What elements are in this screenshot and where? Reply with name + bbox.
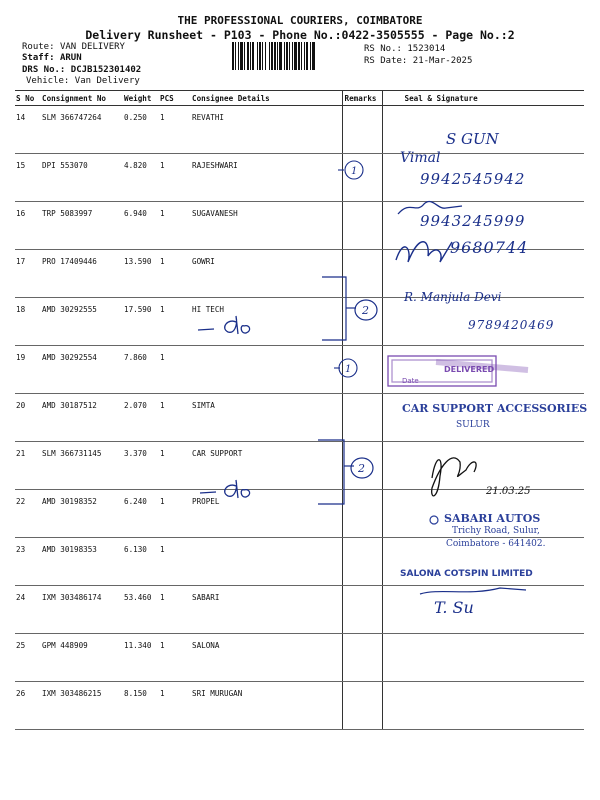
cell-remarks xyxy=(342,538,382,586)
cell-pcs: 1 xyxy=(158,682,190,730)
barcode-bar xyxy=(306,42,308,70)
drs-line xyxy=(22,65,141,76)
cell-remarks xyxy=(342,490,382,538)
cell-remarks xyxy=(342,298,382,346)
cell-remarks xyxy=(342,634,382,682)
staff-value: ARUN xyxy=(59,53,82,63)
table-row xyxy=(15,394,584,442)
cell-sno: 25 xyxy=(15,634,40,682)
cell-weight: 6.240 xyxy=(122,490,158,538)
col-header-remarks: Remarks xyxy=(342,91,382,106)
cell-pcs: 1 xyxy=(158,442,190,490)
staff-line xyxy=(22,53,82,64)
cell-remarks xyxy=(342,394,382,442)
sig-16-phone: 9943245999 xyxy=(420,212,526,230)
cell-sno: 26 xyxy=(15,682,40,730)
cell-remarks xyxy=(342,346,382,394)
cell-consignment-no: AMD 30292554 xyxy=(40,346,122,394)
cell-consignee: SRI MURUGAN xyxy=(190,682,342,730)
cell-weight: 53.460 xyxy=(122,586,158,634)
cell-weight: 8.150 xyxy=(122,682,158,730)
cell-consignment-no: AMD 30292555 xyxy=(40,298,122,346)
barcode-bar xyxy=(284,42,285,70)
remark-num-20: 1 xyxy=(345,364,352,375)
barcode-bar xyxy=(271,42,273,70)
barcode-bar xyxy=(312,42,315,70)
cell-sno: 21 xyxy=(15,442,40,490)
cell-consignment-no: SLM 366731145 xyxy=(40,442,122,490)
col-header-seal: Seal & Signature xyxy=(382,91,584,106)
barcode-bar xyxy=(238,42,239,70)
sig-17-phone: 9680744 xyxy=(450,238,529,257)
cell-consignee: PROPEL xyxy=(190,490,342,538)
table-row xyxy=(15,442,584,490)
cell-remarks xyxy=(342,682,382,730)
vehicle-value: Van Delivery xyxy=(74,76,140,86)
cell-consignment-no: AMD 30198352 xyxy=(40,490,122,538)
cell-seal-signature xyxy=(382,394,584,442)
simta-stamp-date: Date xyxy=(402,377,419,385)
cell-consignment-no: TRP 5083997 xyxy=(40,202,122,250)
barcode-bar xyxy=(294,42,297,70)
cell-consignment-no: GPM 448909 xyxy=(40,634,122,682)
rs-date-value: 21-Mar-2025 xyxy=(412,56,473,66)
cell-pcs: 1 xyxy=(158,490,190,538)
rs-date-label: RS Date: xyxy=(364,56,408,66)
cell-consignment-no: SLM 366747264 xyxy=(40,106,122,154)
cell-consignee: CAR SUPPORT xyxy=(190,442,342,490)
cell-pcs: 1 xyxy=(158,250,190,298)
barcode-bar xyxy=(259,42,261,70)
cell-sno: 20 xyxy=(15,394,40,442)
cell-consignment-no: AMD 30187512 xyxy=(40,394,122,442)
barcode-bar xyxy=(269,42,270,70)
cell-weight: 0.250 xyxy=(122,106,158,154)
cell-consignment-no: AMD 30198353 xyxy=(40,538,122,586)
cell-consignee: SALONA xyxy=(190,634,342,682)
cell-sno: 14 xyxy=(15,106,40,154)
cell-pcs: 1 xyxy=(158,538,190,586)
col-header-consignee: Consignee Details xyxy=(190,91,342,106)
sig-18-name: R. Manjula Devi xyxy=(404,290,502,304)
cell-pcs: 1 xyxy=(158,154,190,202)
rs-no-line xyxy=(364,44,445,55)
company-name: THE PROFESSIONAL COURIERS, COIMBATORE xyxy=(177,14,423,27)
cell-sno: 18 xyxy=(15,298,40,346)
cell-pcs: 1 xyxy=(158,394,190,442)
drs-value: DCJB152301402 xyxy=(70,65,142,75)
vehicle-line xyxy=(26,76,140,87)
sig-19-phone: 9789420469 xyxy=(468,318,555,332)
cell-weight: 17.590 xyxy=(122,298,158,346)
barcode-bar xyxy=(304,42,305,70)
table-header-row xyxy=(15,91,584,106)
sig-26: T. Su xyxy=(434,598,474,617)
sig-23-date: 21.03.25 xyxy=(486,486,531,497)
route-label: Route: xyxy=(22,42,55,52)
cell-pcs: 1 xyxy=(158,298,190,346)
barcode-bar xyxy=(250,42,251,70)
car-support-stamp-line1: CAR SUPPORT ACCESSORIES xyxy=(402,402,588,415)
cell-consignment-no: DPI 553070 xyxy=(40,154,122,202)
cell-consignee xyxy=(190,346,342,394)
cell-sno: 19 xyxy=(15,346,40,394)
salona-stamp-line1: SALONA COTSPIN LIMITED xyxy=(400,569,533,579)
cell-sno: 16 xyxy=(15,202,40,250)
barcode xyxy=(232,42,355,70)
col-header-sno: S No xyxy=(15,91,40,106)
sabari-stamp-line1: SABARI AUTOS xyxy=(444,512,541,525)
cell-consignee: REVATHI xyxy=(190,106,342,154)
barcode-bar xyxy=(235,42,236,70)
cell-consignee: RAJESHWARI xyxy=(190,154,342,202)
barcode-bar xyxy=(274,42,276,70)
drs-label: DRS No.: xyxy=(22,65,66,75)
rs-no-value: 1523014 xyxy=(407,44,446,54)
cell-consignment-no: IXM 303486215 xyxy=(40,682,122,730)
cell-pcs: 1 xyxy=(158,106,190,154)
cell-weight: 6.940 xyxy=(122,202,158,250)
cell-weight: 4.820 xyxy=(122,154,158,202)
barcode-bar xyxy=(244,42,245,70)
cell-sno: 23 xyxy=(15,538,40,586)
barcode-bar xyxy=(289,42,290,70)
route-value: VAN DELIVERY xyxy=(59,42,125,52)
cell-sno: 22 xyxy=(15,490,40,538)
cell-seal-signature xyxy=(382,346,584,394)
barcode-bar xyxy=(252,42,254,70)
cell-sno: 17 xyxy=(15,250,40,298)
col-header-pcs: PCS xyxy=(158,91,190,106)
cell-pcs: 1 xyxy=(158,634,190,682)
cell-consignment-no: PRO 17409446 xyxy=(40,250,122,298)
staff-label: Staff: xyxy=(22,53,55,63)
col-header-consignment: Consignment No xyxy=(40,91,122,106)
col-header-weight: Weight xyxy=(122,91,158,106)
barcode-bar xyxy=(262,42,263,70)
sabari-stamp-line3: Coimbatore - 641402. xyxy=(446,539,546,549)
barcode-bar xyxy=(247,42,249,70)
barcode-bar xyxy=(257,42,258,70)
barcode-bar xyxy=(286,42,288,70)
cell-sno: 24 xyxy=(15,586,40,634)
sig-15-name: Vimal xyxy=(400,150,441,166)
barcode-bar xyxy=(310,42,311,70)
sabari-stamp-line2: Trichy Road, Sulur, xyxy=(452,526,540,536)
cell-consignee: SUGAVANESH xyxy=(190,202,342,250)
simta-stamp-text: DELIVERED xyxy=(444,365,495,374)
route-line xyxy=(22,42,125,53)
table-row xyxy=(15,682,584,730)
barcode-bar xyxy=(279,42,282,70)
cell-seal-signature xyxy=(382,682,584,730)
cell-weight: 13.590 xyxy=(122,250,158,298)
table-row xyxy=(15,586,584,634)
cell-remarks xyxy=(342,586,382,634)
barcode-bar xyxy=(301,42,302,70)
cell-weight: 7.860 xyxy=(122,346,158,394)
bracket-num-22-23: 2 xyxy=(358,462,365,475)
vehicle-label: Vehicle: xyxy=(26,76,70,86)
cell-pcs: 1 xyxy=(158,346,190,394)
table-row xyxy=(15,346,584,394)
car-support-stamp-line2: SULUR xyxy=(456,420,490,430)
barcode-bar xyxy=(265,42,266,70)
runsheet-title: Delivery Runsheet - P103 - Phone No.:0422-3505555 - Page No.:2 xyxy=(85,28,515,42)
barcode-bar xyxy=(298,42,300,70)
barcode-bar xyxy=(240,42,243,70)
cell-consignee: SIMTA xyxy=(190,394,342,442)
sig-15-phone: 9942545942 xyxy=(420,170,526,188)
cell-weight: 2.070 xyxy=(122,394,158,442)
cell-sno: 15 xyxy=(15,154,40,202)
cell-remarks xyxy=(342,250,382,298)
barcode-bar xyxy=(277,42,278,70)
cell-consignee: HI TECH xyxy=(190,298,342,346)
barcode-bar xyxy=(292,42,293,70)
cell-consignment-no: IXM 303486174 xyxy=(40,586,122,634)
table-row xyxy=(15,634,584,682)
bracket-num-18-19: 2 xyxy=(362,304,369,317)
cell-pcs: 1 xyxy=(158,586,190,634)
cell-pcs: 1 xyxy=(158,202,190,250)
cell-consignee: SABARI xyxy=(190,586,342,634)
cell-remarks xyxy=(342,106,382,154)
cell-seal-signature xyxy=(382,442,584,490)
cell-remarks xyxy=(342,154,382,202)
cell-weight: 3.370 xyxy=(122,442,158,490)
rs-date-line xyxy=(364,56,472,67)
remark-num-15: 1 xyxy=(351,166,358,177)
barcode-bar xyxy=(232,42,234,70)
cell-remarks xyxy=(342,202,382,250)
rs-no-label: RS No.: xyxy=(364,44,402,54)
cell-consignee: GOWRI xyxy=(190,250,342,298)
cell-weight: 6.130 xyxy=(122,538,158,586)
cell-remarks xyxy=(342,442,382,490)
cell-weight: 11.340 xyxy=(122,634,158,682)
cell-seal-signature xyxy=(382,586,584,634)
sig-14: S GUN xyxy=(446,130,499,148)
cell-seal-signature xyxy=(382,634,584,682)
cell-consignee xyxy=(190,538,342,586)
